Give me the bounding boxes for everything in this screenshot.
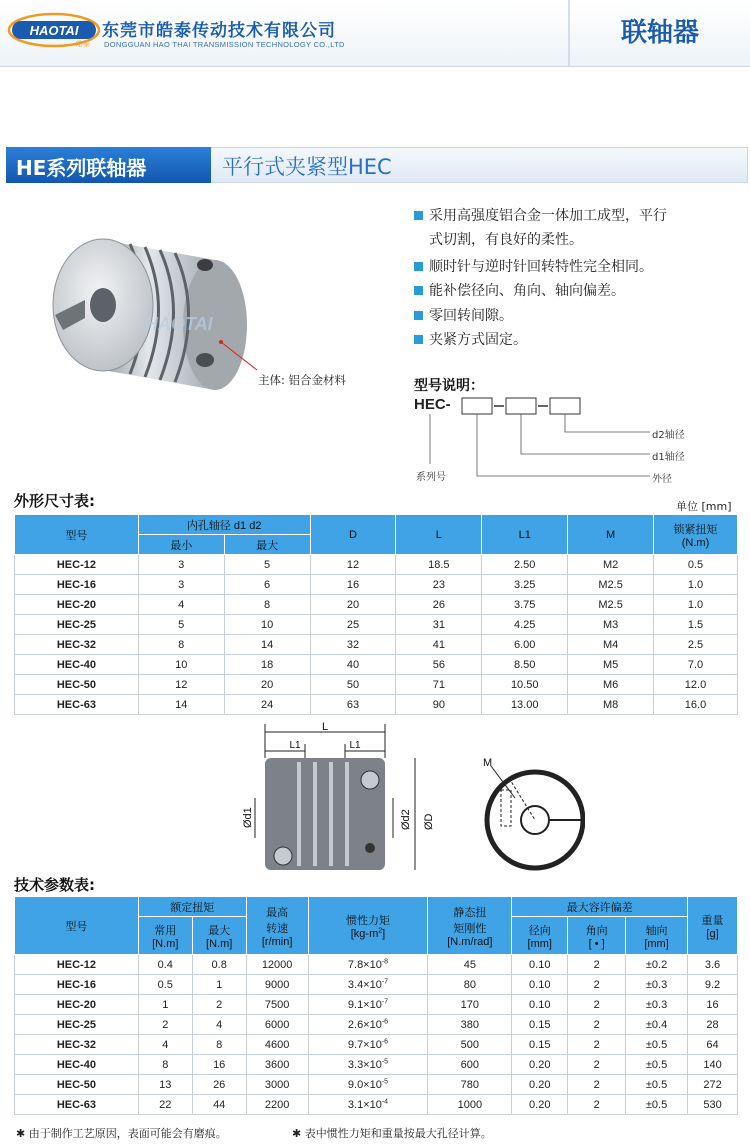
model-cell: HEC-25 bbox=[15, 615, 139, 635]
table-cell: 1 bbox=[138, 995, 192, 1015]
table-cell: 31 bbox=[396, 615, 482, 635]
table-cell: 2 bbox=[568, 1055, 626, 1075]
table-cell: 10 bbox=[224, 615, 310, 635]
col-max-speed: 最高 转速 [r/min] bbox=[246, 897, 308, 955]
table-cell: 2 bbox=[138, 1015, 192, 1035]
dim-L: L bbox=[321, 721, 329, 733]
inertia-cell: $2.6\times 10^{-6}$ bbox=[308, 1015, 428, 1035]
table-cell: 2 bbox=[568, 955, 626, 975]
table-cell: 0.10 bbox=[512, 955, 568, 975]
table-row bbox=[15, 995, 738, 1015]
table-cell: 0.15 bbox=[512, 1015, 568, 1035]
table-cell: 16 bbox=[310, 575, 396, 595]
feature-item: 能补偿径向、角向、轴向偏差。 bbox=[414, 280, 625, 302]
table-cell: ±0.3 bbox=[626, 995, 688, 1015]
table-cell: 13.00 bbox=[482, 695, 568, 715]
table-cell: 23 bbox=[396, 575, 482, 595]
model-cell: HEC-20 bbox=[15, 595, 139, 615]
dim-d1: Ød1 bbox=[242, 807, 254, 828]
model-cell: HEC-40 bbox=[15, 1055, 139, 1075]
table-cell: 9000 bbox=[246, 975, 308, 995]
table-cell: 14 bbox=[224, 635, 310, 655]
col-axial: 轴向 [mm] bbox=[626, 917, 688, 955]
note-1: ✱ 由于制作工艺原因，表面可能会有磨痕。 bbox=[16, 1127, 227, 1140]
table-cell: 8 bbox=[224, 595, 310, 615]
table-row bbox=[15, 615, 738, 635]
col-stiffness: 静态扭 矩刚性 [N.m/rad] bbox=[428, 897, 512, 955]
col-max: 最大 [N.m] bbox=[192, 917, 246, 955]
model-cell: HEC-16 bbox=[15, 975, 139, 995]
company-name-en: DONGGUAN HAO THAI TRANSMISSION TECHNOLOGY CO.,LTD bbox=[104, 40, 345, 49]
table-row bbox=[15, 955, 738, 975]
table-cell: 2 bbox=[192, 995, 246, 1015]
col-L1: L1 bbox=[482, 515, 568, 555]
table-cell: 13 bbox=[138, 1075, 192, 1095]
table-cell: ±0.3 bbox=[626, 975, 688, 995]
bullet-icon bbox=[414, 335, 423, 344]
table-cell: 10.50 bbox=[482, 675, 568, 695]
outer-label: 外径 bbox=[652, 474, 672, 485]
table-row bbox=[15, 1075, 738, 1095]
table-cell: 380 bbox=[428, 1015, 512, 1035]
dim-M: M bbox=[483, 757, 493, 769]
table-cell: 1.5 bbox=[654, 615, 738, 635]
table-cell: 4600 bbox=[246, 1035, 308, 1055]
inertia-cell: $3.4\times 10^{-7}$ bbox=[308, 975, 428, 995]
col-inertia: 惯性力矩 $[kg-m^2]$ bbox=[308, 897, 428, 955]
dim-L1-right: L1 bbox=[349, 740, 361, 751]
table-cell: 16 bbox=[688, 995, 738, 1015]
table-cell: 5 bbox=[138, 615, 224, 635]
table-cell: M2 bbox=[568, 555, 654, 575]
table-cell: 14 bbox=[138, 695, 224, 715]
table-cell: 0.10 bbox=[512, 995, 568, 1015]
table-cell: 2 bbox=[568, 1075, 626, 1095]
feature-item-cont: 式切割，有良好的柔性。 bbox=[429, 232, 583, 248]
table-cell: 2 bbox=[568, 1015, 626, 1035]
col-model: 型号 bbox=[15, 515, 139, 555]
col-bore: 内孔轴径 d1 d2 bbox=[138, 515, 310, 535]
col-torque: 锁紧扭矩 (N.m) bbox=[654, 515, 738, 555]
table-cell: 80 bbox=[428, 975, 512, 995]
table-cell: 2 bbox=[568, 1035, 626, 1055]
table-cell: 90 bbox=[396, 695, 482, 715]
model-cell: HEC-16 bbox=[15, 575, 139, 595]
inertia-cell: $9.7\times 10^{-6}$ bbox=[308, 1035, 428, 1055]
model-cell: HEC-50 bbox=[15, 675, 139, 695]
d2-label: d2轴径 bbox=[652, 430, 685, 441]
table-cell: 24 bbox=[224, 695, 310, 715]
technical-drawing bbox=[225, 718, 585, 876]
table-cell: 12.0 bbox=[654, 675, 738, 695]
table-cell: ±0.5 bbox=[626, 1055, 688, 1075]
page-title: 联轴器 bbox=[620, 18, 699, 48]
table-cell: M4 bbox=[568, 635, 654, 655]
table-cell: M2.5 bbox=[568, 595, 654, 615]
table-cell: 71 bbox=[396, 675, 482, 695]
table-row bbox=[15, 575, 738, 595]
table-cell: 0.20 bbox=[512, 1095, 568, 1115]
table-cell: 64 bbox=[688, 1035, 738, 1055]
d1-label: d1轴径 bbox=[652, 452, 685, 463]
table-cell: 28 bbox=[688, 1015, 738, 1035]
table-cell: 2.50 bbox=[482, 555, 568, 575]
model-cell: HEC-12 bbox=[15, 555, 139, 575]
table-cell: 18 bbox=[224, 655, 310, 675]
table-row bbox=[15, 1095, 738, 1115]
table-cell: 3000 bbox=[246, 1075, 308, 1095]
table-cell: 63 bbox=[310, 695, 396, 715]
table-row bbox=[15, 655, 738, 675]
table-cell: 3.75 bbox=[482, 595, 568, 615]
inertia-cell: $3.1\times 10^{-4}$ bbox=[308, 1095, 428, 1115]
table-cell: 8 bbox=[138, 1055, 192, 1075]
table-cell: 18.5 bbox=[396, 555, 482, 575]
table-cell: 32 bbox=[310, 635, 396, 655]
table-row bbox=[15, 675, 738, 695]
table-cell: 272 bbox=[688, 1075, 738, 1095]
table-cell: 6 bbox=[224, 575, 310, 595]
table-cell: 8 bbox=[192, 1035, 246, 1055]
table-cell: 6.00 bbox=[482, 635, 568, 655]
col-max-deviation: 最大容许偏差 bbox=[512, 897, 688, 917]
bullet-icon bbox=[414, 211, 423, 220]
table-cell: 4 bbox=[138, 595, 224, 615]
table-cell: ±0.4 bbox=[626, 1015, 688, 1035]
table-cell: 12000 bbox=[246, 955, 308, 975]
table-cell: M8 bbox=[568, 695, 654, 715]
feature-item: 顺时针与逆时针回转特性完全相同。 bbox=[414, 256, 653, 278]
table-cell: 5 bbox=[224, 555, 310, 575]
table-cell: 8.50 bbox=[482, 655, 568, 675]
table-cell: 40 bbox=[310, 655, 396, 675]
col-min: 最小 bbox=[138, 535, 224, 555]
model-cell: HEC-32 bbox=[15, 635, 139, 655]
model-cell: HEC-20 bbox=[15, 995, 139, 1015]
col-max: 最大 bbox=[224, 535, 310, 555]
table-cell: 41 bbox=[396, 635, 482, 655]
table-cell: 3 bbox=[138, 575, 224, 595]
inertia-cell: $3.3\times 10^{-5}$ bbox=[308, 1055, 428, 1075]
table-cell: 0.20 bbox=[512, 1075, 568, 1095]
table-cell: 1000 bbox=[428, 1095, 512, 1115]
table-cell: M2.5 bbox=[568, 575, 654, 595]
logo-text: HAOTAI bbox=[29, 23, 79, 38]
dim-D: ØD bbox=[423, 813, 435, 830]
body-material-label: 主体: 铝合金材料 bbox=[258, 373, 347, 387]
table-cell: 45 bbox=[428, 955, 512, 975]
table-cell: 9.2 bbox=[688, 975, 738, 995]
col-model: 型号 bbox=[15, 897, 139, 955]
model-cell: HEC-40 bbox=[15, 655, 139, 675]
table-cell: 26 bbox=[396, 595, 482, 615]
table-cell: 12 bbox=[310, 555, 396, 575]
table-cell: 2 bbox=[568, 1095, 626, 1115]
col-L: L bbox=[396, 515, 482, 555]
table-cell: ±0.2 bbox=[626, 955, 688, 975]
dim-d2: Ød2 bbox=[400, 809, 412, 830]
model-cell: HEC-50 bbox=[15, 1075, 139, 1095]
table-cell: 500 bbox=[428, 1035, 512, 1055]
bullet-icon bbox=[414, 262, 423, 271]
table-cell: 0.5 bbox=[654, 555, 738, 575]
table-cell: 4 bbox=[138, 1035, 192, 1055]
model-code-prefix: HEC- bbox=[414, 396, 451, 413]
table-cell: 1.0 bbox=[654, 575, 738, 595]
unit-label: 单位 [mm] bbox=[676, 500, 732, 513]
table-cell: 8 bbox=[138, 635, 224, 655]
table-cell: 0.10 bbox=[512, 975, 568, 995]
table-cell: 2 bbox=[568, 975, 626, 995]
table-cell: 10 bbox=[138, 655, 224, 675]
table-cell: 1.0 bbox=[654, 595, 738, 615]
table-row bbox=[15, 595, 738, 615]
table-row bbox=[15, 555, 738, 575]
col-weight: 重量 [g] bbox=[688, 897, 738, 955]
product-watermark: HAOTAI bbox=[145, 314, 213, 334]
table-cell: 20 bbox=[310, 595, 396, 615]
type-title: 平行式夹紧型HEC bbox=[222, 155, 392, 179]
table-cell: M6 bbox=[568, 675, 654, 695]
table-cell: 16 bbox=[192, 1055, 246, 1075]
model-cell: HEC-12 bbox=[15, 955, 139, 975]
table-cell: 0.15 bbox=[512, 1035, 568, 1055]
table-cell: 600 bbox=[428, 1055, 512, 1075]
table-cell: 25 bbox=[310, 615, 396, 635]
table-cell: 2 bbox=[568, 995, 626, 1015]
bullet-icon bbox=[414, 286, 423, 295]
table-cell: 44 bbox=[192, 1095, 246, 1115]
table-cell: 2.5 bbox=[654, 635, 738, 655]
inertia-cell: $9.1\times 10^{-7}$ bbox=[308, 995, 428, 1015]
table-cell: 140 bbox=[688, 1055, 738, 1075]
model-cell: HEC-25 bbox=[15, 1015, 139, 1035]
table-cell: 7.0 bbox=[654, 655, 738, 675]
tech-table-title: 技术参数表: bbox=[14, 876, 95, 894]
model-cell: HEC-63 bbox=[15, 695, 139, 715]
table-row bbox=[15, 635, 738, 655]
table-row bbox=[15, 1035, 738, 1055]
dimension-table-title: 外形尺寸表: bbox=[14, 492, 95, 510]
table-cell: ±0.5 bbox=[626, 1075, 688, 1095]
table-cell: 12 bbox=[138, 675, 224, 695]
feature-item: 零回转间隙。 bbox=[414, 305, 513, 327]
company-logo bbox=[8, 12, 100, 48]
table-cell: 3 bbox=[138, 555, 224, 575]
table-cell: M3 bbox=[568, 615, 654, 635]
feature-item: 夹紧方式固定。 bbox=[414, 329, 527, 351]
series-number-label: 系列号 bbox=[416, 472, 446, 483]
table-cell: 56 bbox=[396, 655, 482, 675]
table-row bbox=[15, 1015, 738, 1035]
col-rated-torque: 额定扭矩 bbox=[138, 897, 246, 917]
col-angular: 角向 [ • ] bbox=[568, 917, 626, 955]
col-M: M bbox=[568, 515, 654, 555]
bullet-icon bbox=[414, 311, 423, 320]
table-cell: 50 bbox=[310, 675, 396, 695]
model-cell: HEC-32 bbox=[15, 1035, 139, 1055]
table-cell: 1 bbox=[192, 975, 246, 995]
table-cell: 4.25 bbox=[482, 615, 568, 635]
table-cell: 4 bbox=[192, 1015, 246, 1035]
col-radial: 径向 [mm] bbox=[512, 917, 568, 955]
table-cell: 170 bbox=[428, 995, 512, 1015]
inertia-cell: $7.8\times 10^{-8}$ bbox=[308, 955, 428, 975]
table-row bbox=[15, 975, 738, 995]
inertia-cell: $9.0\times 10^{-5}$ bbox=[308, 1075, 428, 1095]
coupling-product-image bbox=[45, 220, 260, 420]
note-2: ✱ 表中惯性力矩和重量按最大孔径计算。 bbox=[292, 1127, 492, 1140]
table-cell: 26 bbox=[192, 1075, 246, 1095]
tech-table bbox=[14, 896, 738, 1115]
logo-subtext: 皓泰 bbox=[76, 40, 90, 48]
dimension-table bbox=[14, 514, 738, 715]
table-cell: 6000 bbox=[246, 1015, 308, 1035]
table-cell: 0.8 bbox=[192, 955, 246, 975]
table-cell: 7500 bbox=[246, 995, 308, 1015]
dim-L1-left: L1 bbox=[289, 740, 301, 751]
table-row bbox=[15, 695, 738, 715]
table-cell: 3600 bbox=[246, 1055, 308, 1075]
table-cell: 530 bbox=[688, 1095, 738, 1115]
table-cell: 3.25 bbox=[482, 575, 568, 595]
feature-item: 采用高强度铝合金一体加工成型，平行 bbox=[414, 205, 667, 227]
table-cell: M5 bbox=[568, 655, 654, 675]
table-cell: 0.4 bbox=[138, 955, 192, 975]
table-cell: 16.0 bbox=[654, 695, 738, 715]
table-cell: 2200 bbox=[246, 1095, 308, 1115]
table-cell: 3.6 bbox=[688, 955, 738, 975]
company-name-cn: 东莞市皓泰传动技术有限公司 bbox=[102, 21, 336, 41]
table-cell: 780 bbox=[428, 1075, 512, 1095]
series-title: HE系列联轴器 bbox=[16, 156, 147, 180]
table-cell: 22 bbox=[138, 1095, 192, 1115]
table-cell: 20 bbox=[224, 675, 310, 695]
col-D: D bbox=[310, 515, 396, 555]
model-explanation-title: 型号说明： bbox=[414, 378, 484, 394]
table-cell: 0.20 bbox=[512, 1055, 568, 1075]
table-cell: 0.5 bbox=[138, 975, 192, 995]
table-cell: ±0.5 bbox=[626, 1095, 688, 1115]
table-cell: ±0.5 bbox=[626, 1035, 688, 1055]
table-row bbox=[15, 1055, 738, 1075]
col-normal: 常用 [N.m] bbox=[138, 917, 192, 955]
model-cell: HEC-63 bbox=[15, 1095, 139, 1115]
